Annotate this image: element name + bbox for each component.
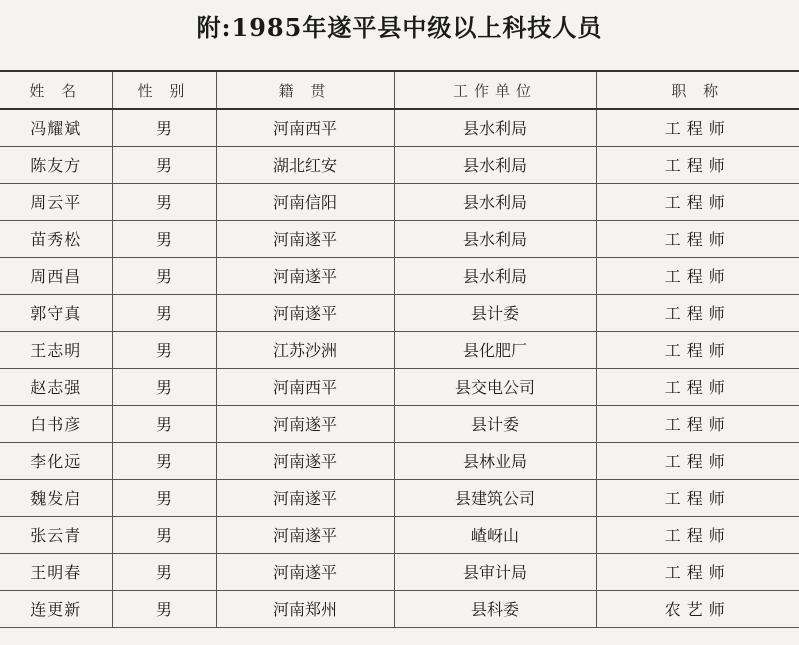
cell-gender: 男 — [112, 479, 216, 516]
cell-native-place: 河南遂平 — [216, 257, 394, 294]
table-row — [0, 220, 799, 257]
cell-gender: 男 — [112, 590, 216, 627]
cell-native-place: 河南遂平 — [216, 220, 394, 257]
cell-job-title: 工程师 — [596, 220, 799, 257]
table-row — [0, 442, 799, 479]
cell-job-title: 工程师 — [596, 553, 799, 590]
page-title: 附:1985年遂平县中级以上科技人员 — [196, 13, 603, 42]
cell-name: 魏发启 — [0, 479, 112, 516]
cell-native-place: 河南西平 — [216, 368, 394, 405]
cell-name: 李化远 — [0, 442, 112, 479]
cell-gender: 男 — [112, 146, 216, 183]
cell-native-place: 湖北红安 — [216, 146, 394, 183]
cell-gender: 男 — [112, 294, 216, 331]
table-row — [0, 590, 799, 627]
cell-work-unit: 县计委 — [394, 294, 596, 331]
cell-name: 苗秀松 — [0, 220, 112, 257]
cell-gender: 男 — [112, 516, 216, 553]
cell-gender: 男 — [112, 257, 216, 294]
cell-name: 连更新 — [0, 590, 112, 627]
cell-work-unit: 县水利局 — [394, 257, 596, 294]
cell-native-place: 江苏沙洲 — [216, 331, 394, 368]
cell-native-place: 河南遂平 — [216, 516, 394, 553]
cell-work-unit: 县科委 — [394, 590, 596, 627]
cell-job-title: 工程师 — [596, 183, 799, 220]
cell-native-place: 河南郑州 — [216, 590, 394, 627]
cell-job-title: 工程师 — [596, 405, 799, 442]
cell-work-unit: 县计委 — [394, 405, 596, 442]
cell-job-title: 工程师 — [596, 479, 799, 516]
cell-job-title: 农艺师 — [596, 590, 799, 627]
cell-work-unit: 县水利局 — [394, 146, 596, 183]
table-row — [0, 479, 799, 516]
cell-work-unit: 县化肥厂 — [394, 331, 596, 368]
cell-native-place: 河南遂平 — [216, 294, 394, 331]
cell-name: 郭守真 — [0, 294, 112, 331]
table-row — [0, 405, 799, 442]
header-native-place: 籍 贯 — [216, 71, 394, 109]
cell-work-unit: 县审计局 — [394, 553, 596, 590]
cell-gender: 男 — [112, 109, 216, 146]
table-row — [0, 368, 799, 405]
cell-work-unit: 县建筑公司 — [394, 479, 596, 516]
cell-gender: 男 — [112, 331, 216, 368]
cell-job-title: 工程师 — [596, 368, 799, 405]
cell-job-title: 工程师 — [596, 442, 799, 479]
cell-name: 白书彦 — [0, 405, 112, 442]
cell-work-unit: 县水利局 — [394, 109, 596, 146]
cell-job-title: 工程师 — [596, 294, 799, 331]
cell-work-unit: 县交电公司 — [394, 368, 596, 405]
cell-name: 冯耀斌 — [0, 109, 112, 146]
cell-native-place: 河南西平 — [216, 109, 394, 146]
cell-gender: 男 — [112, 220, 216, 257]
table-row — [0, 146, 799, 183]
cell-work-unit: 县水利局 — [394, 183, 596, 220]
cell-job-title: 工程师 — [596, 516, 799, 553]
header-work-unit: 工作单位 — [394, 71, 596, 109]
cell-name: 王明春 — [0, 553, 112, 590]
cell-work-unit: 嵖岈山 — [394, 516, 596, 553]
cell-native-place: 河南遂平 — [216, 442, 394, 479]
cell-name: 周云平 — [0, 183, 112, 220]
table-row — [0, 294, 799, 331]
cell-name: 张云青 — [0, 516, 112, 553]
cell-gender: 男 — [112, 553, 216, 590]
cell-job-title: 工程师 — [596, 331, 799, 368]
cell-gender: 男 — [112, 368, 216, 405]
cell-name: 赵志强 — [0, 368, 112, 405]
cell-native-place: 河南遂平 — [216, 553, 394, 590]
cell-job-title: 工程师 — [596, 109, 799, 146]
cell-work-unit: 县林业局 — [394, 442, 596, 479]
header-gender: 性 别 — [112, 71, 216, 109]
table-row — [0, 553, 799, 590]
header-name: 姓 名 — [0, 71, 112, 109]
table-header-row — [0, 71, 799, 109]
cell-name: 周西昌 — [0, 257, 112, 294]
table-row — [0, 516, 799, 553]
cell-job-title: 工程师 — [596, 146, 799, 183]
cell-native-place: 河南信阳 — [216, 183, 394, 220]
cell-native-place: 河南遂平 — [216, 405, 394, 442]
header-job-title: 职 称 — [596, 71, 799, 109]
cell-name: 陈友方 — [0, 146, 112, 183]
table-row — [0, 331, 799, 368]
cell-gender: 男 — [112, 183, 216, 220]
table-row — [0, 183, 799, 220]
table-row — [0, 257, 799, 294]
cell-name: 王志明 — [0, 331, 112, 368]
table-row — [0, 109, 799, 146]
staff-table — [0, 70, 799, 628]
cell-native-place: 河南遂平 — [216, 479, 394, 516]
table-body — [0, 109, 799, 627]
cell-gender: 男 — [112, 442, 216, 479]
cell-job-title: 工程师 — [596, 257, 799, 294]
cell-gender: 男 — [112, 405, 216, 442]
cell-work-unit: 县水利局 — [394, 220, 596, 257]
